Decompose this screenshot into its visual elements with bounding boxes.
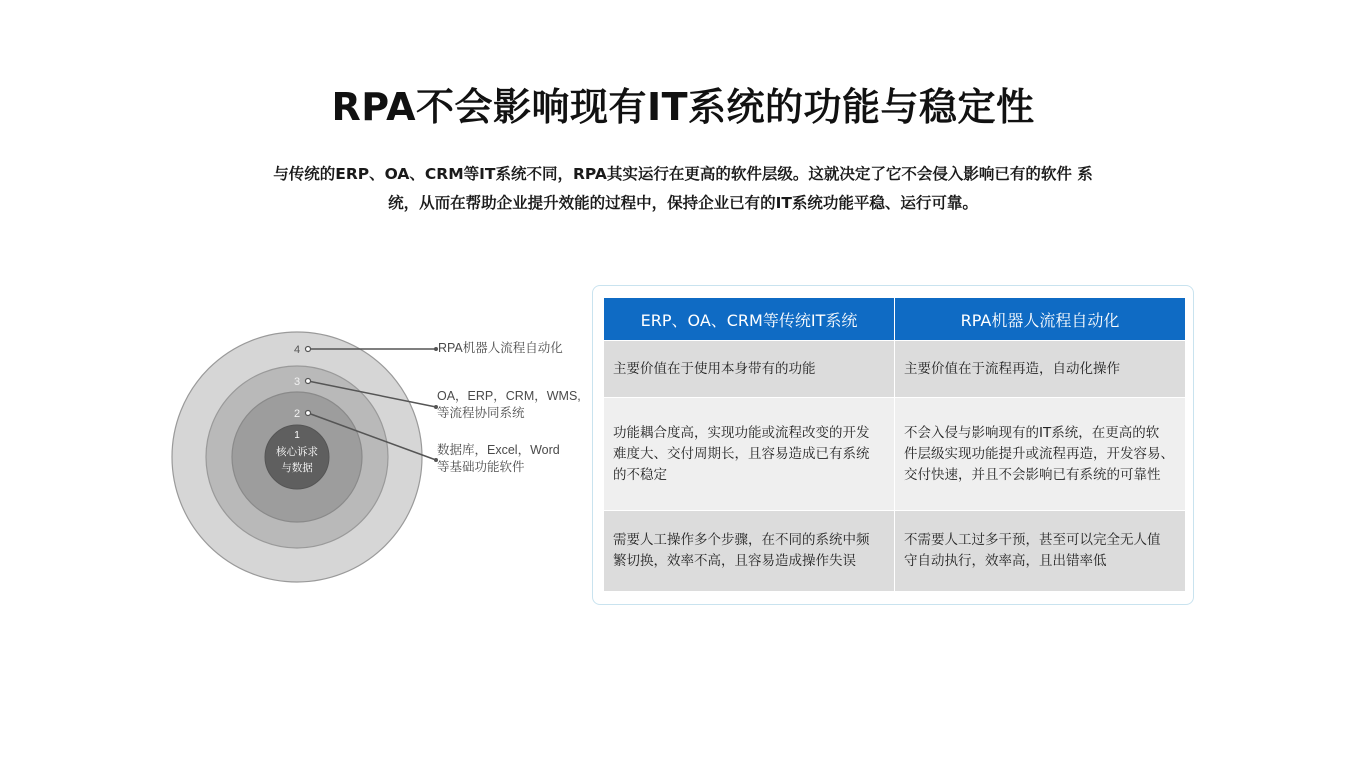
table-cell: 不会入侵与影响现有的IT系统，在更高的软 件层级实现功能提升或流程再造，开发容易、 交付快速，并且不会影响已有系统的可靠性 [895, 398, 1186, 511]
ring-label-3: OA，ERP，CRM，WMS, 等流程协同系统 [437, 389, 581, 420]
page-title: RPA不会影响现有IT系统的功能与稳定性 [331, 85, 1035, 129]
table-cell: 功能耦合度高，实现功能或流程改变的开发 难度大、交付周期长，且容易造成已有系统 的不稳定 [604, 398, 895, 511]
core-label-line-2: 与数据 [281, 462, 313, 474]
ring-number-4: 4 [293, 344, 301, 356]
header-traditional-it: ERP、OA、CRM等传统IT系统 [604, 298, 895, 341]
leader-dot-3 [306, 379, 311, 384]
core-label-line-1: 核心诉求 [276, 446, 318, 458]
layer-diagram [160, 320, 600, 600]
table-cell: 主要价值在于流程再造，自动化操作 [895, 341, 1186, 398]
ring-label-4: RPA机器人流程自动化 [438, 341, 563, 355]
comparison-table [604, 298, 1185, 591]
leader-dot-2 [306, 411, 311, 416]
header-rpa: RPA机器人流程自动化 [895, 298, 1186, 341]
ring-number-3: 3 [293, 376, 301, 388]
description-line-1: 与传统的ERP、OA、CRM等IT系统不同，RPA其实运行在更高的软件层级。这就决定了它不会侵入影响已有的软件 系 [273, 165, 1093, 183]
table-row [604, 511, 1185, 592]
ring-number-1: 1 [294, 430, 300, 441]
table-row [604, 341, 1185, 398]
table-cell: 需要人工操作多个步骤，在不同的系统中频 繁切换，效率不高，且容易造成操作失误 [604, 511, 895, 592]
page-description [200, 160, 1166, 218]
table-cell: 主要价值在于使用本身带有的功能 [604, 341, 895, 398]
table-header-row [604, 298, 1185, 341]
description-line-2: 统，从而在帮助企业提升效能的过程中，保持企业已有的IT系统功能平稳、运行可靠。 [388, 194, 978, 212]
leader-dot-4 [306, 347, 311, 352]
table-cell: 不需要人工过多干预，甚至可以完全无人值 守自动执行，效率高，且出错率低 [895, 511, 1186, 592]
ring-label-2: 数据库，Excel，Word 等基础功能软件 [437, 443, 560, 474]
ring-number-2: 2 [293, 408, 301, 420]
table-row [604, 398, 1185, 511]
